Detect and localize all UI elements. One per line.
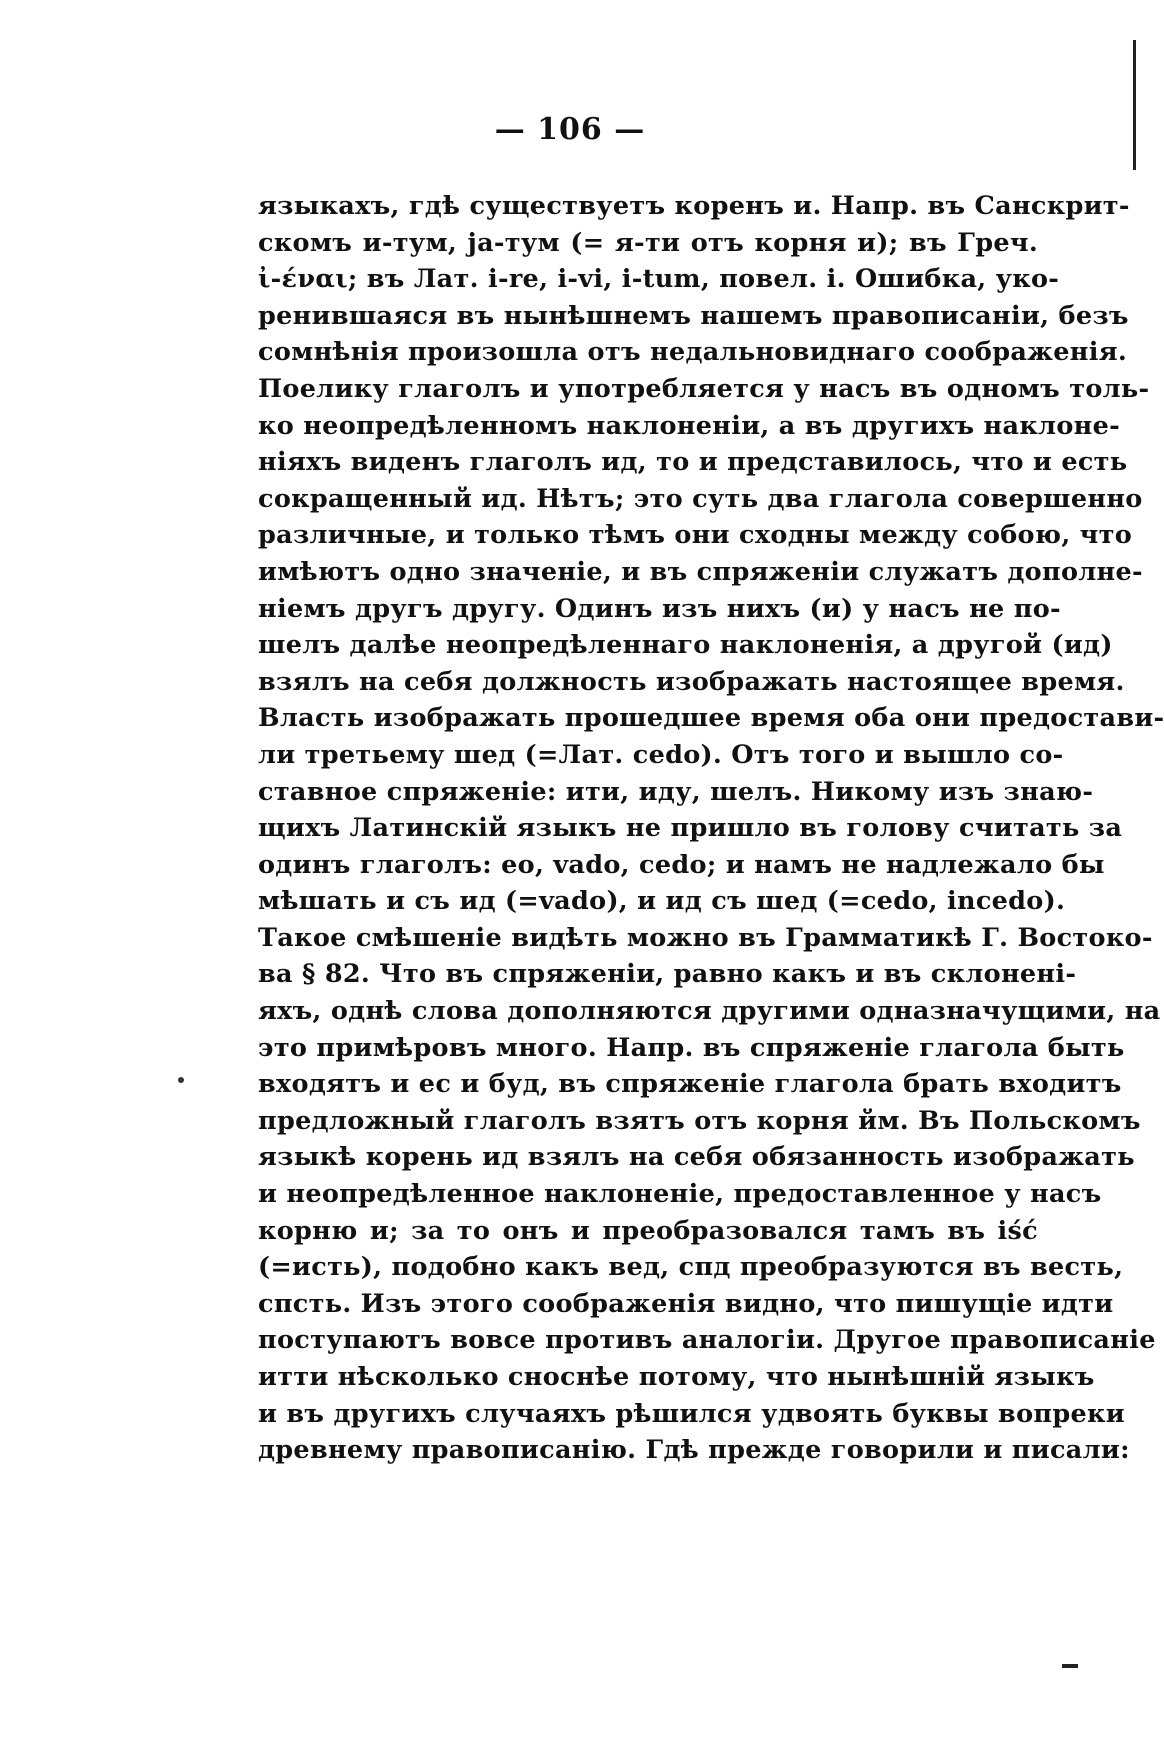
text-line: спсть. Изъ этого соображенія видно, что пишущіе идти (258, 1288, 1114, 1319)
text-line: одинъ глаголъ: eo, vado, cedo; и намъ не надлежало бы (258, 849, 1105, 880)
text-line: ніяхъ виденъ глаголъ ид, то и представилось, что и есть (258, 447, 1128, 478)
text-line: ко неопредѣленномъ наклоненіи, а въ другихъ наклоне- (258, 410, 1121, 441)
text-line: сокращенный ид. Нѣтъ; это суть два глагола совершенно (258, 483, 1143, 514)
text-line: предложный глаголъ взятъ отъ корня йм. Въ Польскомъ (258, 1105, 1141, 1136)
scan-dash (1062, 1664, 1078, 1668)
text-line: скомъ и-тум, ja-тум (= я-ти отъ корня и); въ Греч. (258, 227, 1038, 258)
text-line: различные, и только тѣмъ они сходны между собою, что (258, 520, 1133, 551)
text-line: ἰ-έναι; въ Лат. i-re, i-vi, i-tum, повел. i. Ошибка, уко- (258, 264, 1060, 295)
text-line: (=исть), подобно какъ вед, спд преобразуются въ весть, (258, 1252, 1124, 1283)
text-line: Власть изображать прошедшее время оба они предостави- (258, 703, 1164, 734)
scan-speck (178, 1077, 184, 1083)
text-line: и неопредѣленное наклоненіе, предоставленное у насъ (258, 1179, 1102, 1210)
text-line: поступаютъ вовсе противъ аналогіи. Другое правописаніе (258, 1325, 1156, 1356)
text-line: ренившаяся въ нынѣшнемъ нашемъ правописаніи, безъ (258, 300, 1129, 331)
text-line: шелъ далѣе неопредѣленнаго наклоненія, а другой (ид) (258, 630, 1113, 661)
text-line: ставное спряженіе: ити, иду, шелъ. Никому изъ знаю- (258, 776, 1094, 807)
text-line: ніемъ другъ другу. Одинъ изъ нихъ (и) у насъ не по- (258, 593, 1061, 624)
text-line: итти нѣсколько сноснѣе потому, что нынѣшній языкъ (258, 1362, 1095, 1392)
text-line: корню и; за то онъ и преобразовался тамъ въ iść (258, 1215, 1038, 1246)
text-line: сомнѣнія произошла отъ недальновиднаго соображенія. (258, 337, 1128, 368)
text-line: ли третьему шед (=Лат. cedo). Отъ того и вышло со- (258, 739, 1064, 770)
text-line: и въ другихъ случаяхъ рѣшился удвоять буквы вопреки (258, 1398, 1125, 1429)
text-line: имѣютъ одно значеніе, и въ спряженіи служатъ дополне- (258, 556, 1143, 587)
body-text (258, 188, 1164, 1469)
page-number: — 106 — (494, 112, 646, 147)
text-line: входятъ и ес и буд, въ спряженіе глагола брать входитъ (258, 1069, 1122, 1100)
text-line: Поелику глаголъ и употребляется у насъ въ одномъ толь- (258, 373, 1150, 404)
text-line: языкахъ, гдѣ существуетъ коренъ и. Напр. въ Санскрит- (258, 191, 1130, 221)
text-line: мѣшать и съ ид (=vado), и ид съ шед (=cedo, incedo). (258, 886, 1066, 917)
text-line: щихъ Латинскій языкъ не пришло въ голову считать за (258, 813, 1123, 844)
text-line: взялъ на себя должность изображать настоящее время. (258, 666, 1125, 697)
text-line: ва § 82. Что въ спряженіи, равно какъ и въ склоненi- (258, 959, 1077, 990)
text-line: языкѣ корень ид взялъ на себя обязанность изображать (258, 1142, 1135, 1173)
scan-edge-mark (1133, 40, 1136, 170)
text-line: яхъ, однѣ слова дополняются другими одназначущими, на (258, 996, 1161, 1027)
text-line: это примѣровъ много. Напр. въ спряженіе глагола быть (258, 1032, 1125, 1063)
text-line: древнему правописанію. Гдѣ прежде говорили и писали: (258, 1435, 1130, 1466)
text-line: Такое смѣшеніе видѣть можно въ Грамматикѣ Г. Востоко- (258, 922, 1153, 953)
